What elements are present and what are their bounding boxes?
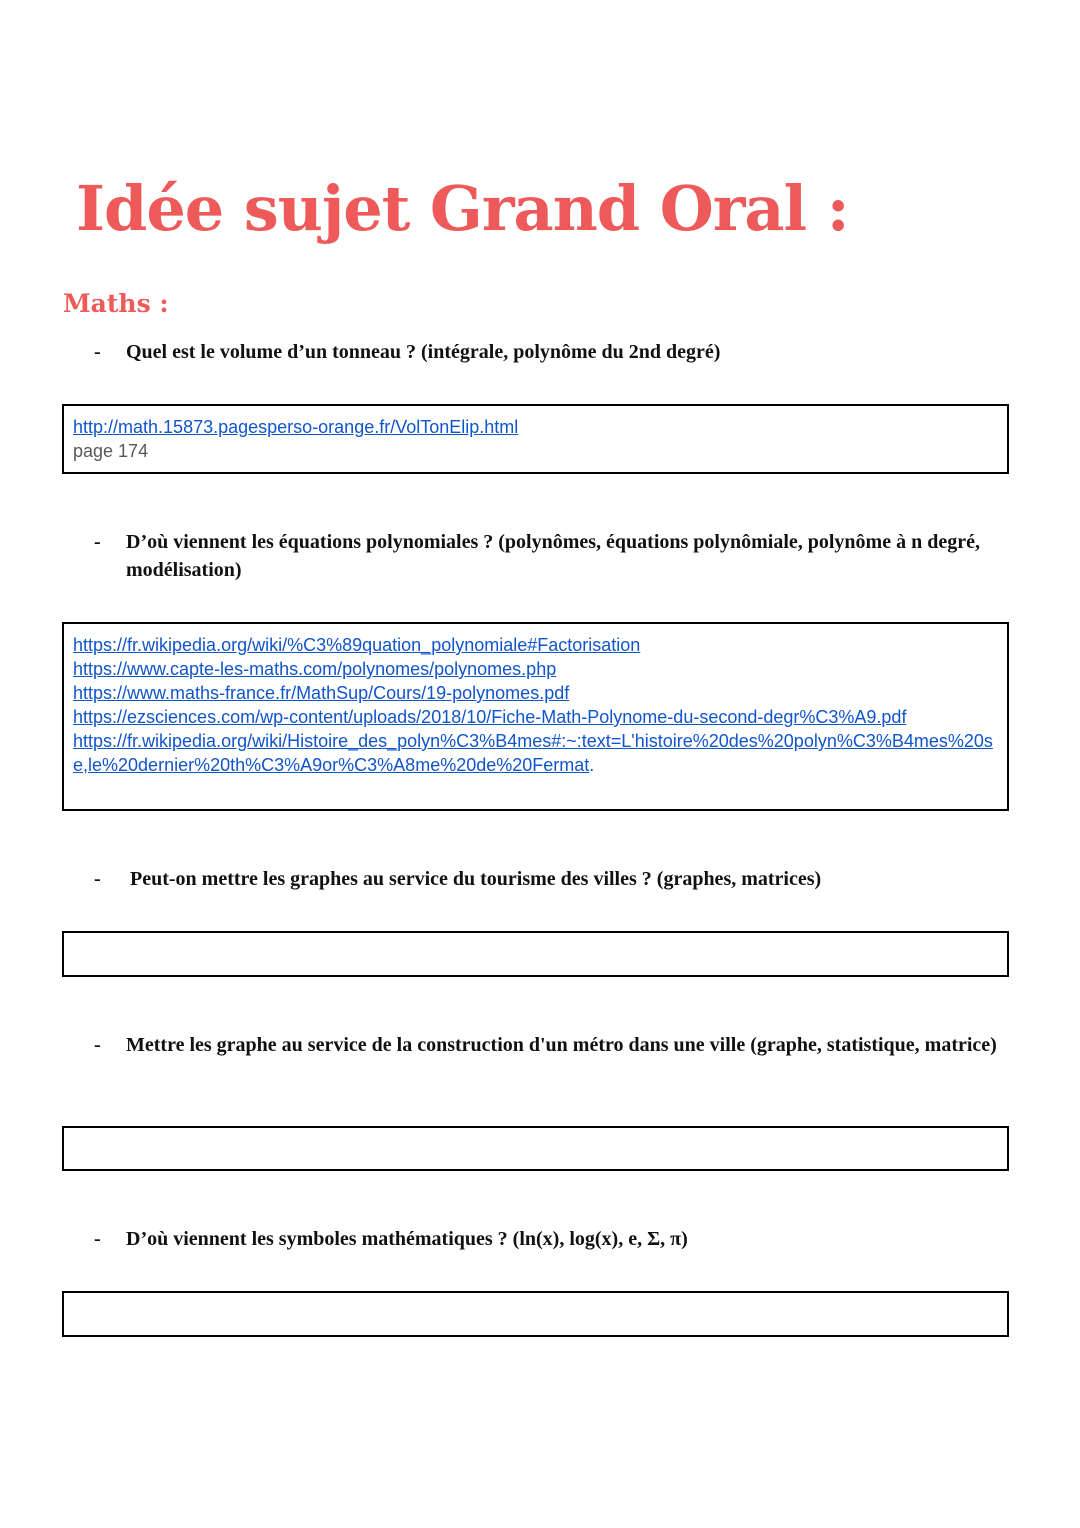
- topic-1-question: Quel est le volume d’un tonneau ? (intégrale, polynôme du 2nd degré): [126, 341, 721, 363]
- topic-4-resources-box[interactable]: [62, 1126, 1009, 1171]
- bullet-dash: -: [94, 868, 101, 890]
- resource-note: page 174: [73, 441, 149, 461]
- topic-5: [94, 1225, 1024, 1253]
- page-title: Idée sujet Grand Oral :: [76, 172, 849, 245]
- bullet-dash: -: [94, 341, 101, 363]
- topic-1-resources-box: [62, 404, 1009, 474]
- topic-2-question: D’où viennent les équations polynomiales ? (polynômes, équations polynômiale, polynôme à n degré, modélisation): [126, 531, 980, 581]
- bullet-dash: -: [94, 1228, 101, 1250]
- topic-5-question: D’où viennent les symboles mathématiques ? (ln(x), log(x), e, Σ, π): [126, 1228, 688, 1250]
- resource-link-1[interactable]: https://fr.wikipedia.org/wiki/%C3%89quation_polynomiale#Factorisation: [73, 635, 641, 655]
- topic-1: [94, 338, 1024, 366]
- resource-link-2[interactable]: https://www.capte-les-maths.com/polynomes/polynomes.php: [73, 659, 557, 679]
- topic-3-resources-box[interactable]: [62, 931, 1009, 977]
- topic-2: [94, 528, 1024, 584]
- resource-link-3[interactable]: https://www.maths-france.fr/MathSup/Cours/19-polynomes.pdf: [73, 683, 570, 703]
- resource-link-4[interactable]: https://ezsciences.com/wp-content/uploads/2018/10/Fiche-Math-Polynome-du-second-degr%C3%A9.pdf: [73, 707, 907, 727]
- topic-3: [94, 865, 1024, 893]
- topic-5-resources-box[interactable]: [62, 1291, 1009, 1337]
- bullet-dash: -: [94, 531, 101, 553]
- topic-3-question: Peut-on mettre les graphes au service du tourisme des villes ? (graphes, matrices): [130, 868, 822, 890]
- bullet-dash: -: [94, 1034, 101, 1056]
- resource-link-5[interactable]: https://fr.wikipedia.org/wiki/Histoire_des_polyn%C3%B4mes#:~:text=L'histoire%20des%20polyn%C3%B4mes%20se,le%20dernier%20th%C3%A9or%C3%A8me%20de%20Fermat: [73, 731, 993, 775]
- section-heading-maths: Maths :: [63, 289, 169, 318]
- topic-2-resources-box: [62, 622, 1009, 811]
- topic-4: [94, 1031, 1024, 1059]
- topic-4-question: Mettre les graphe au service de la construction d'un métro dans une ville (graphe, statistique, matrice): [126, 1034, 997, 1056]
- trailing-period: .: [589, 755, 595, 775]
- resource-link[interactable]: http://math.15873.pagesperso-orange.fr/VolTonElip.html: [73, 417, 519, 437]
